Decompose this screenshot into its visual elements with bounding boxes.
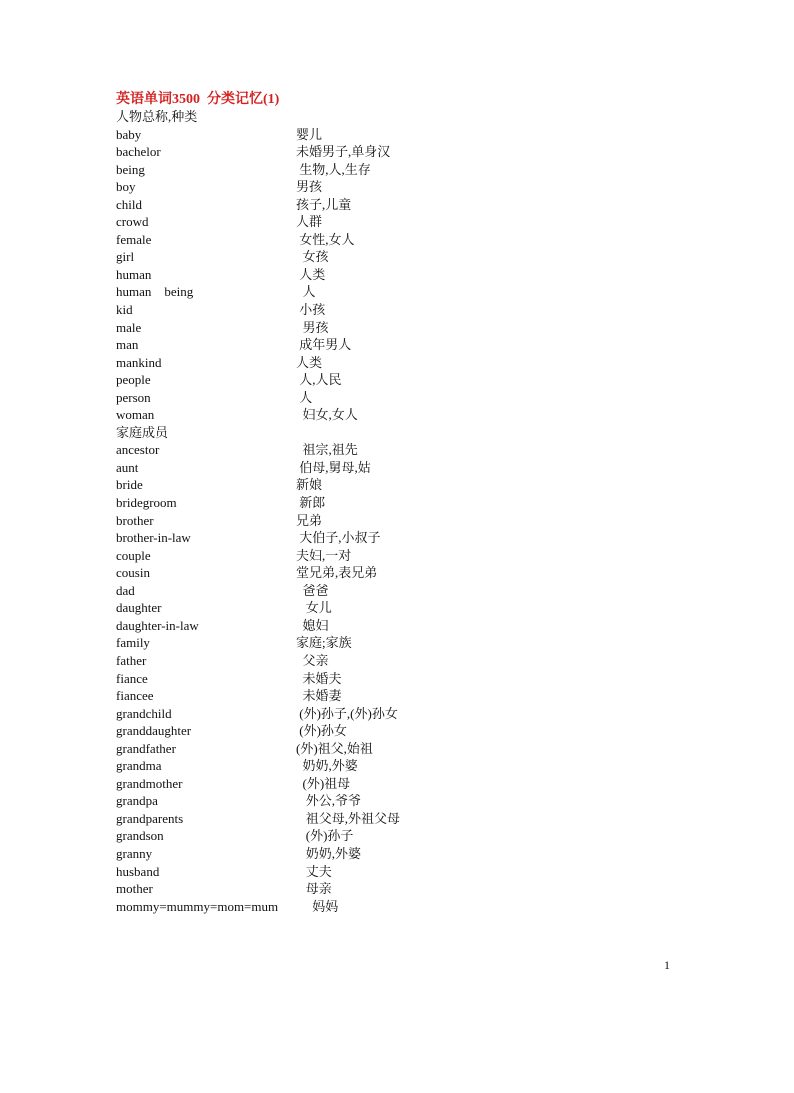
english-word: female [116, 231, 152, 247]
section-heading [116, 424, 676, 442]
vocab-row [116, 248, 676, 266]
english-word: couple [116, 547, 151, 563]
vocab-row [116, 810, 676, 828]
vocab-row [116, 126, 676, 144]
english-word: daughter [116, 600, 162, 616]
chinese-meaning: 小孩 [296, 302, 326, 318]
english-word: dad [116, 582, 135, 598]
english-word: human [116, 266, 152, 282]
english-word: human being [116, 284, 194, 300]
chinese-meaning: (外)孙子 [296, 828, 354, 844]
chinese-meaning: (外)祖母 [296, 775, 351, 791]
vocab-row [116, 792, 676, 810]
chinese-meaning: 妈妈 [296, 898, 339, 914]
vocab-row [116, 441, 676, 459]
vocab-row [116, 670, 676, 688]
english-word: fiancee [116, 688, 154, 704]
chinese-meaning: 人 [296, 389, 313, 405]
chinese-meaning: 奶奶,外婆 [296, 845, 362, 861]
chinese-meaning: 祖宗,祖先 [296, 442, 358, 458]
chinese-meaning: 夫妇,一对 [296, 547, 352, 563]
chinese-meaning: 男孩 [296, 319, 329, 335]
chinese-meaning: 新娘 [296, 477, 323, 493]
vocab-row [116, 582, 676, 600]
chinese-meaning: 奶奶,外婆 [296, 758, 358, 774]
vocab-row [116, 687, 676, 705]
english-word: mother [116, 881, 153, 897]
chinese-meaning: 人类 [296, 354, 323, 370]
english-word: girl [116, 249, 135, 265]
vocab-row [116, 406, 676, 424]
english-word: husband [116, 863, 160, 879]
english-word: woman [116, 407, 155, 423]
english-word: fiance [116, 670, 148, 686]
english-word: person [116, 389, 151, 405]
english-word: bachelor [116, 144, 161, 160]
chinese-meaning: 未婚夫 [296, 670, 342, 686]
vocab-row [116, 213, 676, 231]
english-word: male [116, 319, 142, 335]
vocab-row [116, 389, 676, 407]
chinese-meaning: 伯母,舅母,姑 [296, 459, 371, 475]
vocab-row [116, 459, 676, 477]
english-word: aunt [116, 459, 139, 475]
vocab-row [116, 898, 676, 916]
vocab-row [116, 494, 676, 512]
chinese-meaning: 大伯子,小叔子 [296, 530, 381, 546]
english-word: grandchild [116, 705, 172, 721]
chinese-meaning: 外公,爷爷 [296, 793, 362, 809]
chinese-meaning: 生物,人,生存 [296, 161, 371, 177]
chinese-meaning: (外)孙子,(外)孙女 [296, 705, 398, 721]
english-word: brother [116, 512, 154, 528]
chinese-meaning: 孩子,儿童 [296, 196, 352, 212]
vocab-row [116, 827, 676, 845]
english-word: people [116, 372, 151, 388]
vocab-row [116, 196, 676, 214]
english-word: family [116, 635, 150, 651]
english-word: grandma [116, 758, 162, 774]
english-word: brother-in-law [116, 530, 191, 546]
chinese-meaning: 未婚男子,单身汉 [296, 144, 391, 160]
english-word: ancestor [116, 442, 160, 458]
vocab-row [116, 161, 676, 179]
chinese-meaning: 女性,女人 [296, 231, 355, 247]
chinese-meaning: 人,人民 [296, 372, 342, 388]
vocab-row [116, 599, 676, 617]
vocab-row [116, 283, 676, 301]
section-heading [116, 108, 676, 126]
vocabulary-list [116, 108, 676, 915]
vocab-row [116, 757, 676, 775]
vocab-row [116, 529, 676, 547]
english-word: bridegroom [116, 495, 177, 511]
chinese-meaning: 家庭;家族 [296, 635, 352, 651]
vocab-row [116, 319, 676, 337]
chinese-meaning: 未婚妻 [296, 688, 342, 704]
vocab-row [116, 845, 676, 863]
chinese-meaning: 新郎 [296, 495, 326, 511]
english-word: cousin [116, 565, 150, 581]
english-word: grandfather [116, 740, 176, 756]
vocab-row [116, 178, 676, 196]
english-word: grandmother [116, 775, 183, 791]
english-word: crowd [116, 214, 149, 230]
english-word: boy [116, 179, 136, 195]
vocab-row [116, 722, 676, 740]
chinese-meaning: 父亲 [296, 652, 329, 668]
vocab-row [116, 547, 676, 565]
vocab-row [116, 617, 676, 635]
english-word: man [116, 337, 139, 353]
chinese-meaning: (外)祖父,始祖 [296, 740, 373, 756]
vocab-row [116, 705, 676, 723]
vocab-row [116, 564, 676, 582]
vocab-row [116, 863, 676, 881]
english-word: bride [116, 477, 143, 493]
chinese-meaning: 兄弟 [296, 512, 323, 528]
english-word: baby [116, 126, 142, 142]
english-word: child [116, 196, 142, 212]
english-word: father [116, 652, 147, 668]
english-word: being [116, 161, 145, 177]
vocab-row [116, 266, 676, 284]
vocab-row [116, 634, 676, 652]
chinese-meaning: 人 [296, 284, 316, 300]
vocab-row [116, 476, 676, 494]
chinese-meaning: 堂兄弟,表兄弟 [296, 565, 378, 581]
chinese-meaning: 人群 [296, 214, 323, 230]
vocab-row [116, 880, 676, 898]
chinese-meaning: 媳妇 [296, 617, 329, 633]
chinese-meaning: 妇女,女人 [296, 407, 358, 423]
english-word: grandparents [116, 810, 184, 826]
chinese-meaning: 女孩 [296, 249, 329, 265]
chinese-meaning: 母亲 [296, 881, 332, 897]
vocab-row [116, 354, 676, 372]
chinese-meaning: 婴儿 [296, 126, 323, 142]
document-title: 英语单词3500 分类记忆(1) [116, 92, 280, 107]
vocab-row [116, 231, 676, 249]
english-word: kid [116, 302, 133, 318]
english-word: granny [116, 845, 153, 861]
vocab-row [116, 775, 676, 793]
chinese-meaning: 爸爸 [296, 582, 329, 598]
vocab-row [116, 143, 676, 161]
section-title: 人物总称,种类 [116, 109, 198, 124]
chinese-meaning: 人类 [296, 266, 326, 282]
chinese-meaning: (外)孙女 [296, 723, 347, 739]
vocab-row [116, 512, 676, 530]
vocab-row [116, 301, 676, 319]
vocab-row [116, 336, 676, 354]
vocab-row [116, 371, 676, 389]
english-word: granddaughter [116, 723, 192, 739]
chinese-meaning: 丈夫 [296, 863, 332, 879]
chinese-meaning: 男孩 [296, 179, 323, 195]
english-word: mommy=mummy=mom=mum [116, 898, 279, 914]
page-number: 1 [664, 958, 670, 972]
section-title: 家庭成员 [116, 424, 169, 440]
english-word: grandpa [116, 793, 158, 809]
chinese-meaning: 女儿 [296, 600, 332, 616]
vocab-row [116, 652, 676, 670]
english-word: daughter-in-law [116, 617, 199, 633]
vocab-row [116, 740, 676, 758]
chinese-meaning: 祖父母,外祖父母 [296, 810, 401, 826]
english-word: grandson [116, 828, 164, 844]
english-word: mankind [116, 354, 162, 370]
chinese-meaning: 成年男人 [296, 337, 352, 353]
